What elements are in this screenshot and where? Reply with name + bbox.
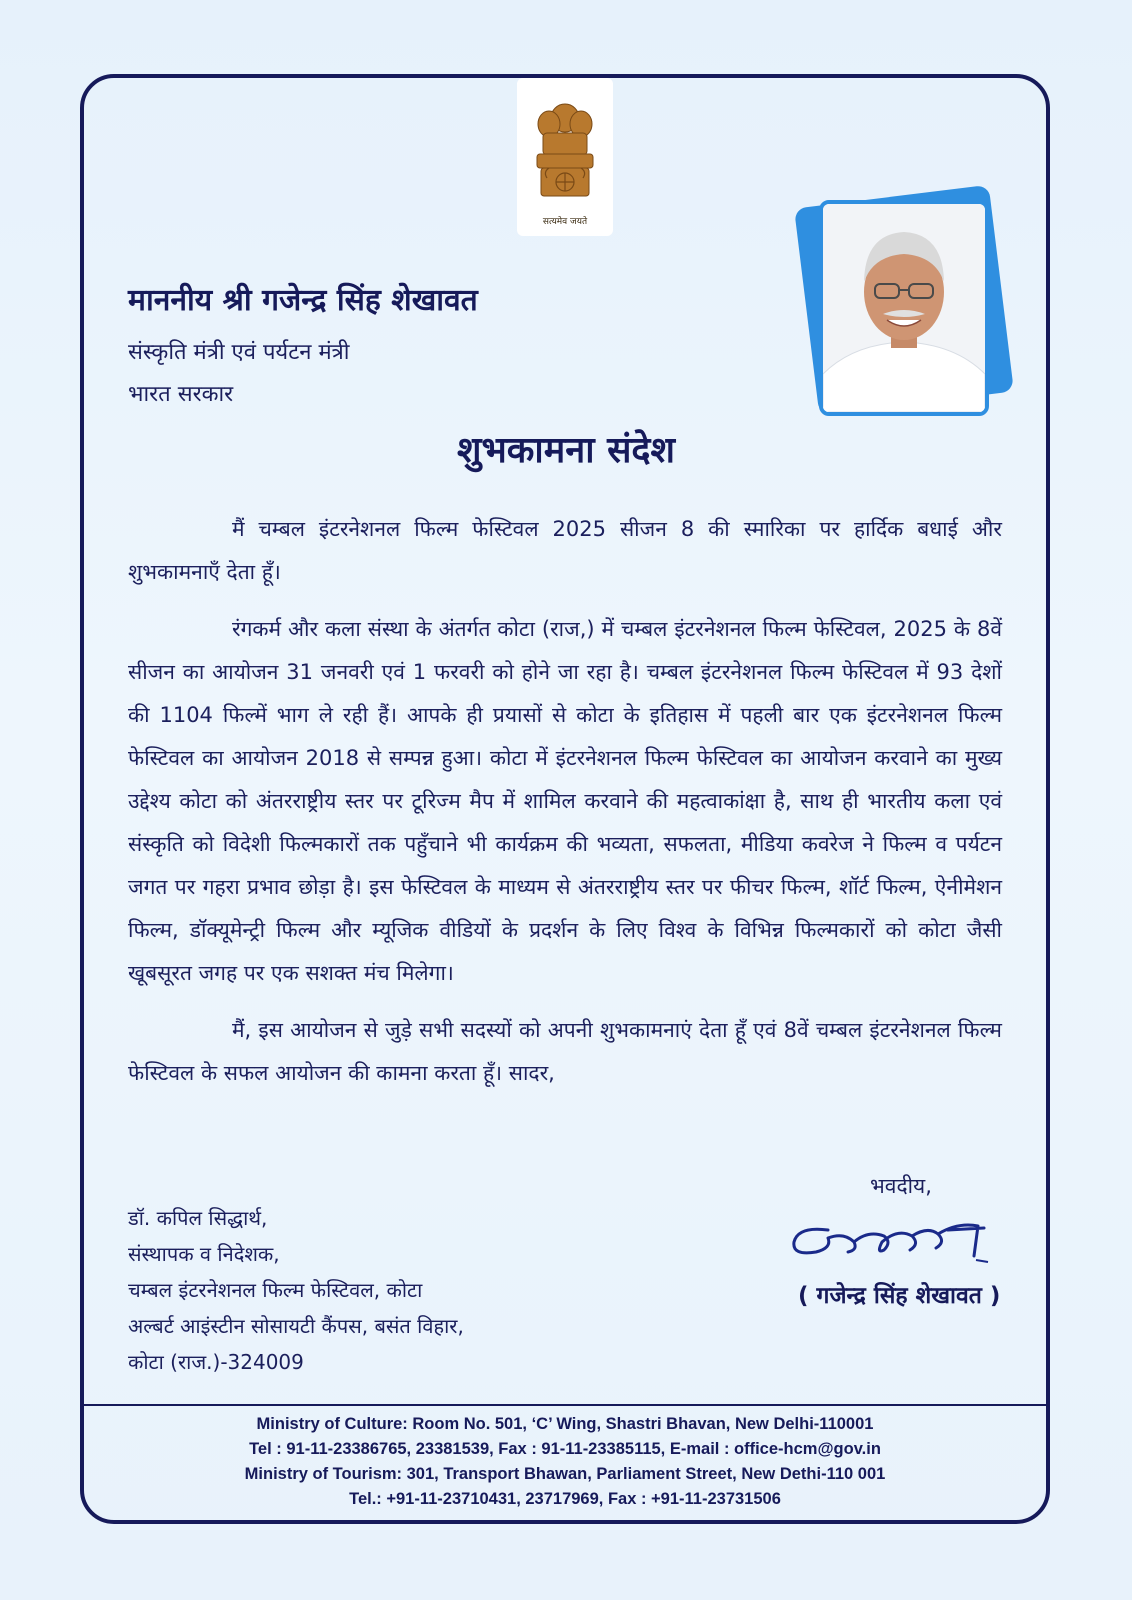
state-emblem — [517, 78, 613, 236]
footer-line: Ministry of Tourism: 301, Transport Bhawan, Parliament Street, New Dethi-110 001 — [244, 1465, 886, 1483]
footer-contact — [84, 1412, 1046, 1512]
message-body — [128, 508, 1002, 1109]
message-heading: शुभकामना संदेश — [456, 430, 676, 471]
address-line: संस्थापक व निदेशक, — [128, 1242, 280, 1266]
footer-line: Ministry of Culture: Room No. 501, ‘C’ Wing, Shastri Bhavan, New Delhi-110001 — [256, 1415, 874, 1433]
address-line: चम्बल इंटरनेशनल फिल्म फेस्टिवल, कोटा — [128, 1278, 423, 1302]
footer-divider — [84, 1404, 1046, 1406]
emblem-motto: सत्यमेव जयते — [542, 217, 588, 227]
signature-image — [788, 1212, 998, 1276]
address-line: डॉ. कपिल सिद्धार्थ, — [128, 1206, 268, 1230]
body-paragraph: मैं, इस आयोजन से जुड़े सभी सदस्यों को अपनी शुभकामनाएं देता हूँ एवं 8वें चम्बल इंटरनेशनल फिल्म फेस्टिवल के सफल आयोजन की कामना करता हूँ। सादर, — [128, 1018, 1002, 1085]
footer-line: Tel : 91-11-23386765, 23381539, Fax : 91-11-23385115, E-mail : office-hcm@gov.in — [249, 1440, 881, 1458]
government-name: भारत सरकार — [128, 382, 234, 407]
address-line: कोटा (राज.)-324009 — [128, 1350, 304, 1374]
address-line: अल्बर्ट आइंस्टीन सोसायटी कैंपस, बसंत विहार, — [128, 1314, 464, 1338]
body-paragraph: मैं चम्बल इंटरनेशनल फिल्म फेस्टिवल 2025 सीजन 8 की स्मारिका पर हार्दिक बधाई और शुभकामनाएँ देता हूँ। — [128, 517, 1002, 584]
signatory-name: ( गजेन्द्र सिंह शेखावत ) — [798, 1283, 1001, 1309]
body-paragraph: रंगकर्म और कला संस्था के अंतर्गत कोटा (राज,) में चम्बल इंटरनेशनल फिल्म फेस्टिवल, 2025 के 8वें सीजन का आयोजन 31 जनवरी एवं 1 फरवरी को होने जा रहा है। चम्बल इंटरनेशनल फिल्म फेस्टिवल में 93 देशों की 1104 फिल्में भाग ले रही हैं। आपके ही प्रयासों से कोटा के इतिहास में पहली बार एक इंटरनेशनल फिल्म फेस्टिवल का आयोजन 2018 से सम्पन्न हुआ। कोटा में इंटरनेशनल फिल्म फेस्टिवल का आयोजन करवाने का मुख्य उद्देश्य कोटा को अंतरराष्ट्रीय स्तर पर टूरिज्म मैप में शामिल करवाने की महत्वाकांक्षा है, साथ ही भारतीय कला एवं संस्कृति को विदेशी फिल्मकारों तक पहुँचाने भी कार्यक्रम की भव्यता, सफलता, मीडिया कवरेज ने फिल्म व पर्यटन जगत पर गहरा प्रभाव छोड़ा है। इस फेस्टिवल के माध्यम से अंतरराष्ट्रीय स्तर पर फीचर फिल्म, शॉर्ट फिल्म, ऐनीमेशन फिल्म, डॉक्यूमेन्ट्री फिल्म और म्यूजिक वीडियों के प्रदर्शन के लिए विश्व के विभिन्न फिल्मकारों को कोटा जैसी खूबसूरत जगह पर एक सशक्त मंच मिलेगा। — [128, 617, 1002, 985]
lion-capital-icon — [517, 78, 613, 236]
recipient-address — [128, 1200, 464, 1380]
minister-name: माननीय श्री गजेन्द्र सिंह शेखावत — [128, 283, 478, 318]
footer-line: Tel.: +91-11-23710431, 23717969, Fax : +91-11-23731506 — [349, 1490, 781, 1508]
closing-salutation: भवदीय, — [870, 1174, 932, 1198]
minister-designation: संस्कृति मंत्री एवं पर्यटन मंत्री — [128, 340, 350, 365]
minister-photo — [819, 200, 989, 416]
